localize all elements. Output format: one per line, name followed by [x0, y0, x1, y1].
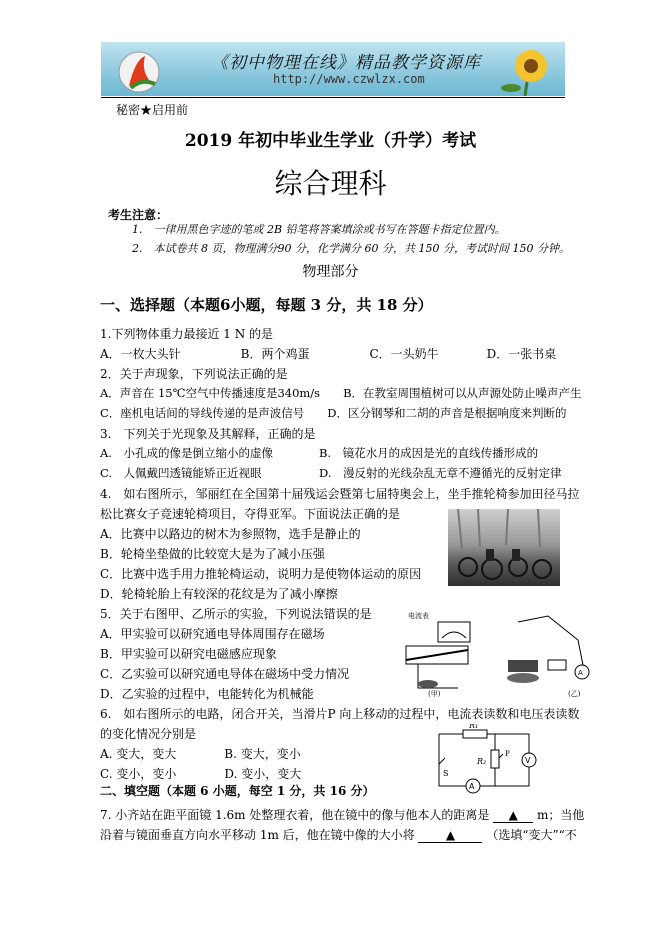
question-line — [100, 806, 584, 823]
question-line: C．乙实验可以研究通电导体在磁场中受力情况 — [100, 667, 350, 681]
question-line: 3. 下列关于光现象及其解释，正确的是 — [100, 427, 316, 441]
question-line: A．一枚大头针 B．两个鸡蛋 C．一头奶牛 D．一张书桌 — [100, 347, 557, 361]
question-line: A．比赛中以路边的树木为参照物，选手是静止的 — [100, 527, 361, 541]
notice-item: 2. 本试卷共 8 页，物理满分90 分，化学满分 60 分，共 150 分，考试时间 150 分钟。 — [132, 242, 570, 255]
figure-yi-label: (乙) — [568, 690, 581, 698]
question-line: A. 小孔成的像是倒立缩小的虚像 B. 镜花水月的成因是光的直线传播形成的 — [100, 446, 539, 460]
q7-text: m；当他 — [537, 808, 585, 822]
svg-text:A: A — [469, 782, 475, 791]
question-line: A．甲实验可以研究通电导体周围存在磁场 — [100, 627, 325, 641]
question-line: A．声音在 15℃空气中传播速度是340m/s B．在教室周围植树可以从声源处防止噪声产生 — [100, 386, 582, 400]
answer-blank[interactable]: ▲ — [493, 808, 533, 823]
svg-text:R₁: R₁ — [469, 724, 479, 730]
figure-jia-label: (甲) — [428, 690, 441, 698]
svg-text:R₂: R₂ — [477, 757, 487, 766]
question-line: 的变化情况分别是 — [100, 727, 197, 741]
exam-title: 2019 年初中毕业生学业（升学）考试 — [184, 131, 477, 151]
secret-mark: 秘密★启用前 — [116, 103, 189, 117]
question-line: 2．关于声现象，下列说法正确的是 — [100, 367, 288, 381]
experiment-figure — [398, 600, 600, 698]
wheelchair-photo-graphic — [448, 509, 560, 586]
question-line: 4. 如右图所示，邹丽红在全国第十届残运会暨第七届特奥会上，坐手推轮椅参加田径马拉 — [100, 487, 580, 501]
header-rule — [101, 97, 565, 98]
physics-part-title: 物理部分 — [302, 264, 359, 280]
subject-title: 综合理科 — [274, 167, 387, 200]
question-line: 松比赛女子竞速轮椅项目，夺得亚军。下面说法正确的是 — [100, 507, 401, 521]
q7-text: 沿着与镜面垂直方向水平移动 1m 后，他在镜中像的大小将 — [100, 828, 415, 842]
question-line: 5．关于右图甲、乙所示的实验，下列说法错误的是 — [100, 607, 372, 621]
resistor-r1 — [463, 730, 487, 738]
svg-text:V: V — [525, 756, 531, 765]
question-line: B．甲实验可以研究电磁感应现象 — [100, 647, 277, 661]
svg-text:S: S — [443, 769, 449, 778]
question-line: B．轮椅坐垫做的比较宽大是为了减小压强 — [100, 547, 325, 561]
answer-blank[interactable]: ▲ — [418, 828, 482, 843]
question-line: 6. 如右图所示的电路，闭合开关，当滑片P 向上移动的过程中，电流表读数和电压表读数 — [100, 707, 580, 721]
question-line: A. 变大，变大 B. 变大，变小 — [100, 747, 301, 761]
question-line: C．比赛中选手用力推轮椅运动，说明力是使物体运动的原因 — [100, 567, 422, 581]
electroscope-label: 电流表 — [408, 612, 429, 620]
q7-text: 7. 小齐站在距平面镜 1.6m 处整理衣着，他在镜中的像与他本人的距离是 — [100, 808, 490, 822]
question-line: C. 变小，变小 D. 变小，变大 — [100, 767, 302, 781]
question-line: D．轮椅轮胎上有较深的花纹是为了减小摩擦 — [100, 587, 338, 601]
section2-heading: 二、填空题（本题 6 小题，每空 1 分，共 16 分） — [100, 784, 375, 798]
notice-item: 1. 一律用黑色字迹的笔或 2B 铅笔将答案填涂或书写在答题卡指定位置内。 — [132, 223, 506, 236]
section1-heading: 一、选择题（本题6小题，每题 3 分，共 18 分） — [100, 296, 433, 314]
banner-url[interactable]: http://www.czwlzx.com — [273, 72, 425, 86]
svg-text:P: P — [505, 750, 510, 758]
svg-text:A: A — [578, 669, 583, 677]
wheelchair-race-photo — [448, 509, 560, 586]
notice-heading: 考生注意： — [108, 208, 169, 222]
question-line: D．乙实验的过程中，电能转化为机械能 — [100, 687, 314, 701]
circuit-diagram — [433, 724, 539, 794]
question-line: 1.下列物体重力最接近 1 N 的是 — [100, 327, 274, 341]
banner-title: 《初中物理在线》精品教学资源库 — [211, 53, 481, 73]
question-line — [100, 826, 577, 843]
header-banner — [101, 42, 565, 96]
resistor-r2 — [491, 750, 499, 768]
question-line: C. 人佩戴凹透镜能矫正近视眼 D. 漫反射的光线杂乱无章不遵循光的反射定律 — [100, 466, 562, 480]
question-line: C．座机电话间的导线传递的是声波信号 D．区分钢琴和二胡的声音是根据响度来判断的 — [100, 406, 567, 420]
q7-text: （选填“变大”“不 — [486, 828, 577, 842]
